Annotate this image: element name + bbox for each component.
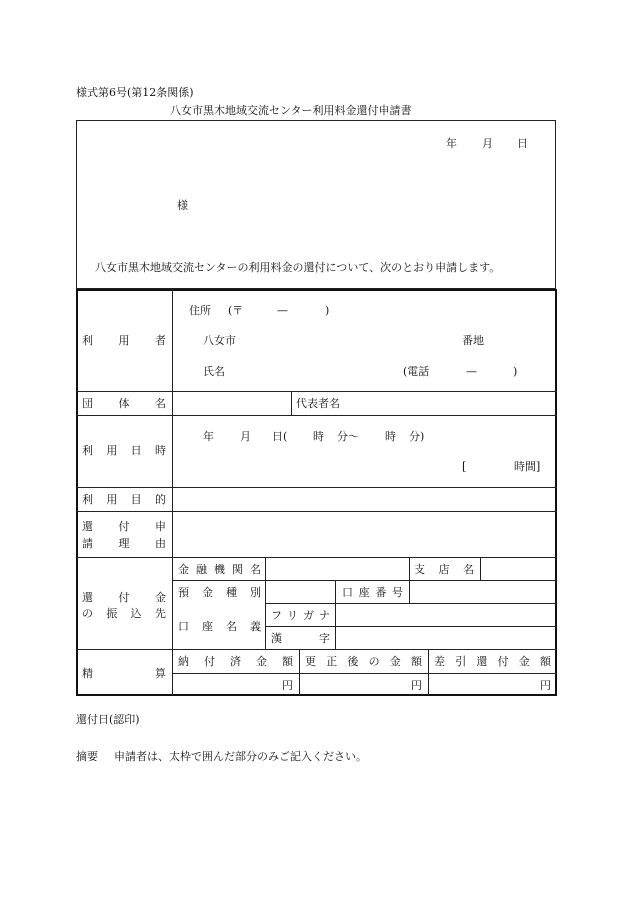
intro-text: 八女市黒木地域交流センターの利用料金の還付について、次のとおり申請します。 [95,261,501,274]
col-divider [335,603,336,649]
yen-refund: 円 [540,679,551,692]
hours-close: 時間] [514,460,541,473]
col-divider [409,557,410,580]
row-divider [76,415,557,416]
row-divider [172,673,557,674]
date-month: 月 [482,137,493,150]
col-divider [335,580,336,603]
row-divider [76,649,557,650]
deposit-type-label: 預 金 種 別 [178,586,261,599]
postal-dash: — [277,304,288,317]
postal-open: (〒 [228,304,244,317]
postal-close: ) [325,304,330,317]
refund-date-label: 還付日(認印) [76,713,140,726]
account-holder-label: 口 座 名 義 [178,620,261,633]
form-title: 八女市黒木地域交流センター利用料金還付申請書 [170,104,412,117]
label-purpose: 利 用 目 的 [82,493,166,506]
phone-close: ) [513,365,518,378]
account-number-label: 口 座 番 号 [342,586,403,599]
usage-hour-end: 時 [385,430,396,443]
col-divider [299,649,300,696]
summary-label: 摘要 [76,750,98,763]
col-divider [291,391,292,415]
form-number: 様式第6号(第12条関係) [76,86,194,99]
usage-year: 年 [203,430,214,443]
date-year: 年 [446,137,457,150]
col-divider [265,557,266,649]
usage-minute-end: 分) [409,430,425,443]
usage-minute-start: 分〜 [337,430,359,443]
phone-dash: — [466,365,477,378]
label-user: 利 用 者 [82,334,166,347]
branch-label: 支 店 名 [414,563,474,576]
paid-amount-label: 納 付 済 金 額 [178,655,293,668]
date-day: 日 [517,137,528,150]
label-group: 団 体 名 [82,397,166,410]
label-usage-datetime: 利 用 日 時 [82,444,166,457]
label-reason-line2: 請 理 由 [82,537,166,550]
label-column-divider [172,289,173,696]
name-label: 氏名 [203,365,225,378]
yen-paid: 円 [282,679,293,692]
row-divider [265,603,557,604]
col-divider [480,557,481,580]
address-label: 住所 [189,304,211,317]
label-settlement: 精 算 [82,667,166,680]
addressee-suffix: 様 [177,199,188,212]
col-divider [428,649,429,696]
row-divider [76,391,557,392]
label-reason-line1: 還 付 申 [82,520,166,533]
yen-corrected: 円 [411,679,422,692]
corrected-amount-label: 更 正 後 の 金 額 [305,655,422,668]
representative-label: 代表者名 [296,397,340,410]
phone-open: (電話 [403,365,430,378]
usage-month: 月 [240,430,251,443]
row-divider [76,487,557,488]
col-divider [409,580,410,603]
refund-amount-label: 差 引 還 付 金 額 [434,655,551,668]
usage-hour-start: 時 [313,430,324,443]
institution-label: 金 融 機 関 名 [178,563,261,576]
label-bank-line1: 還 付 金 [82,591,166,604]
city-label: 八女市 [203,334,236,347]
hours-open: [ [462,460,467,473]
summary-text: 申請者は、太枠で囲んだ部分のみご記入ください。 [114,750,367,763]
furigana-label: フ リ ガ ナ [271,609,330,622]
row-divider [76,511,557,512]
row-divider [265,626,557,627]
label-bank-line2: の 振 込 先 [82,607,166,620]
banchi-label: 番地 [462,334,484,347]
row-divider [76,557,557,558]
usage-day: 日( [272,430,288,443]
kanji-label: 漢 字 [271,632,330,645]
row-divider [172,580,557,581]
